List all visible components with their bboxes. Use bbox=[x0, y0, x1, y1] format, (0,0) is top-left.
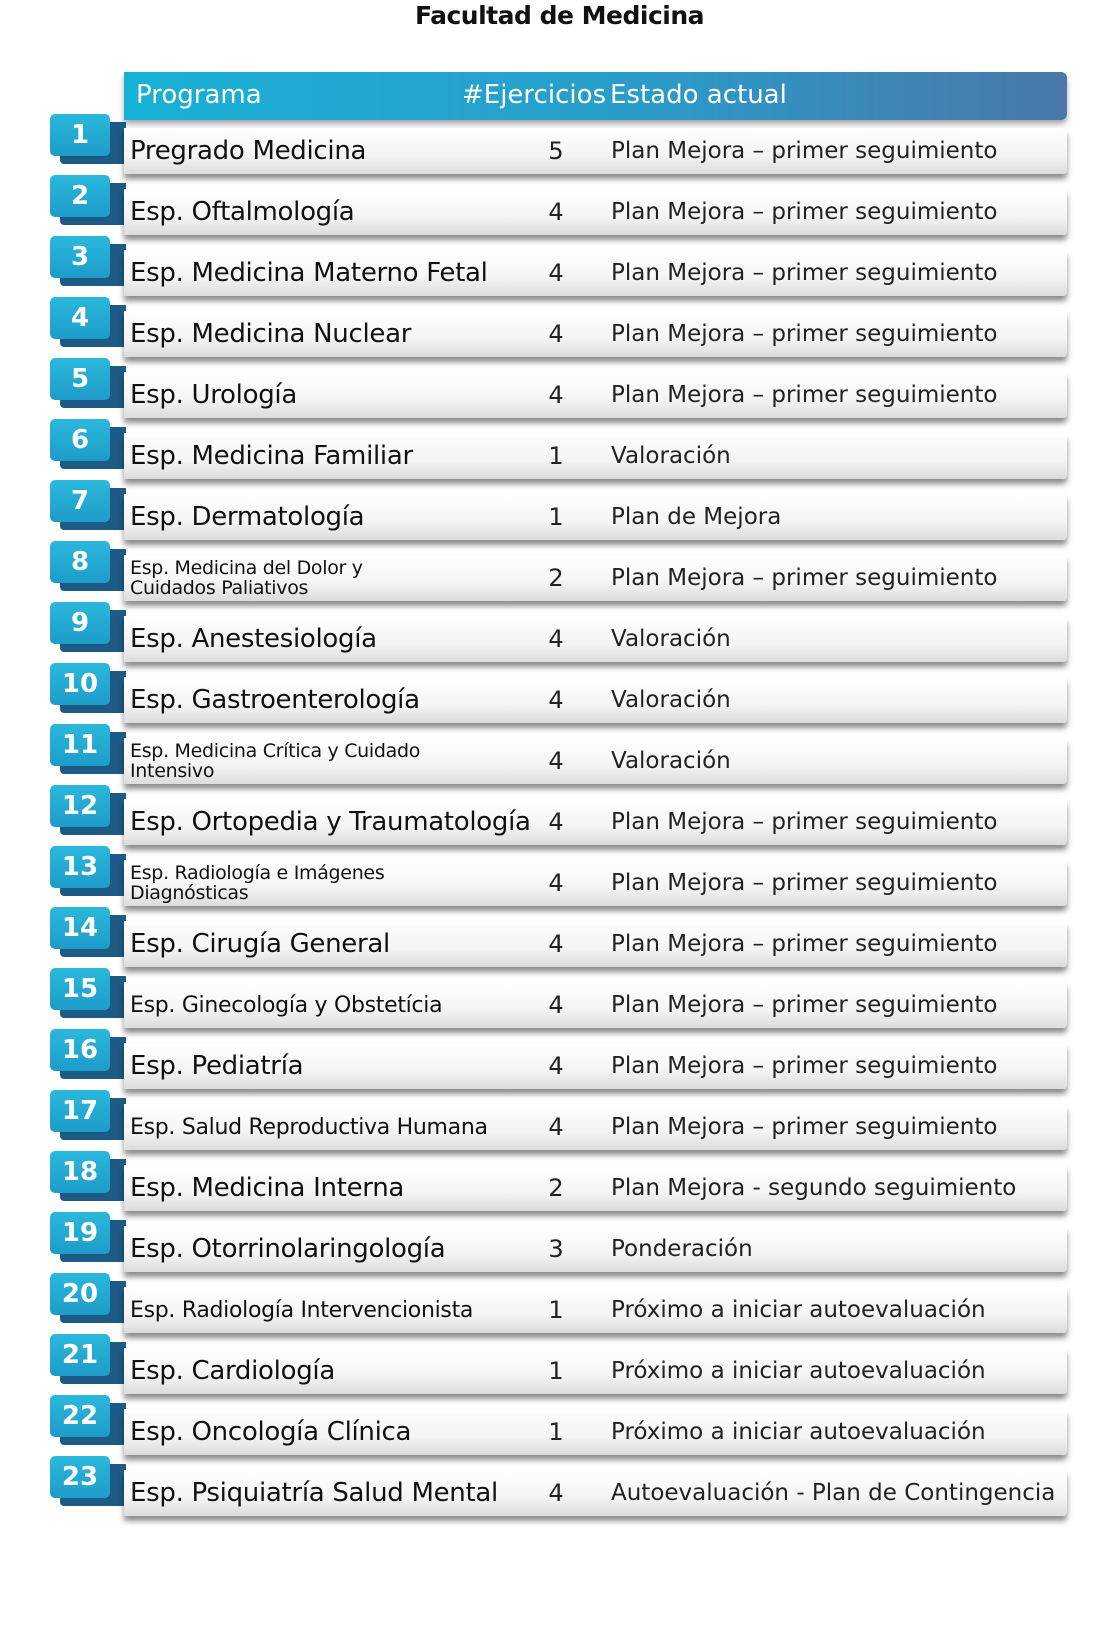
programa-cell: Esp. Radiología e Imágenes Diagnósticas bbox=[130, 862, 385, 904]
ejercicios-cell: 4 bbox=[548, 1113, 564, 1141]
row-number-tab bbox=[50, 175, 120, 217]
row-number-tab bbox=[50, 663, 120, 705]
row-number-tab bbox=[50, 114, 120, 156]
programa-cell: Esp. Medicina del Dolor y Cuidados Paliativos bbox=[130, 557, 363, 599]
row-number: 6 bbox=[50, 419, 110, 461]
table-row bbox=[124, 1165, 1067, 1211]
estado-cell: Plan Mejora – primer seguimiento bbox=[611, 931, 998, 957]
ejercicios-cell: 4 bbox=[548, 625, 564, 653]
row-number-tab bbox=[50, 480, 120, 522]
table-row bbox=[124, 1409, 1067, 1455]
row-number-tab bbox=[50, 724, 120, 766]
programa-cell: Esp. Medicina Crítica y Cuidado Intensivo bbox=[130, 740, 421, 782]
ejercicios-cell: 3 bbox=[548, 1235, 564, 1263]
header-ejercicios: #Ejercicios bbox=[462, 80, 607, 110]
estado-cell: Valoración bbox=[611, 748, 731, 774]
estado-cell: Valoración bbox=[611, 626, 731, 652]
row-number-tab bbox=[50, 1395, 120, 1437]
estado-cell: Próximo a iniciar autoevaluación bbox=[611, 1419, 986, 1445]
estado-cell: Plan Mejora – primer seguimiento bbox=[611, 260, 998, 286]
estado-cell: Plan Mejora – primer seguimiento bbox=[611, 321, 998, 347]
ejercicios-cell: 4 bbox=[548, 259, 564, 287]
estado-cell: Valoración bbox=[611, 443, 731, 469]
table-row bbox=[124, 1287, 1067, 1333]
row-number: 12 bbox=[50, 785, 110, 827]
table-row bbox=[124, 799, 1067, 845]
ejercicios-cell: 1 bbox=[548, 442, 564, 470]
row-number-tab bbox=[50, 785, 120, 827]
estado-cell: Plan Mejora – primer seguimiento bbox=[611, 992, 998, 1018]
row-number-tab bbox=[50, 1273, 120, 1315]
row-number: 13 bbox=[50, 846, 110, 888]
row-number-tab bbox=[50, 968, 120, 1010]
estado-cell: Plan de Mejora bbox=[611, 504, 782, 530]
table-row bbox=[124, 372, 1067, 418]
table-row bbox=[124, 982, 1067, 1028]
row-number: 19 bbox=[50, 1212, 110, 1254]
estado-cell: Valoración bbox=[611, 687, 731, 713]
table-row bbox=[124, 494, 1067, 540]
row-number-tab bbox=[50, 1151, 120, 1193]
estado-cell: Próximo a iniciar autoevaluación bbox=[611, 1297, 986, 1323]
ejercicios-cell: 1 bbox=[548, 1357, 564, 1385]
ejercicios-cell: 2 bbox=[548, 564, 564, 592]
programa-cell: Esp. Medicina Interna bbox=[130, 1173, 405, 1203]
row-number-tab bbox=[50, 419, 120, 461]
programa-cell: Pregrado Medicina bbox=[130, 136, 367, 166]
ejercicios-cell: 4 bbox=[548, 1479, 564, 1507]
table-row bbox=[124, 921, 1067, 967]
page-title: Facultad de Medicina bbox=[415, 1, 704, 30]
programa-cell: Esp. Oncología Clínica bbox=[130, 1417, 412, 1447]
programa-cell: Esp. Otorrinolaringología bbox=[130, 1234, 446, 1264]
estado-cell: Plan Mejora – primer seguimiento bbox=[611, 1053, 998, 1079]
row-number: 3 bbox=[50, 236, 110, 278]
header-programa: Programa bbox=[136, 80, 262, 110]
table-row bbox=[124, 1043, 1067, 1089]
programa-cell: Esp. Cardiología bbox=[130, 1356, 335, 1386]
table-row bbox=[124, 1226, 1067, 1272]
programa-cell: Esp. Ortopedia y Traumatología bbox=[130, 807, 531, 837]
ejercicios-cell: 4 bbox=[548, 991, 564, 1019]
table-row bbox=[124, 311, 1067, 357]
programa-cell: Esp. Ginecología y Obstetícia bbox=[130, 992, 443, 1018]
estado-cell: Plan Mejora - segundo seguimiento bbox=[611, 1175, 1017, 1201]
ejercicios-cell: 4 bbox=[548, 381, 564, 409]
row-number-tab bbox=[50, 1029, 120, 1071]
programa-cell: Esp. Pediatría bbox=[130, 1051, 304, 1081]
programa-cell: Esp. Radiología Intervencionista bbox=[130, 1297, 474, 1323]
row-number-tab bbox=[50, 1334, 120, 1376]
ejercicios-cell: 4 bbox=[548, 808, 564, 836]
programa-cell: Esp. Medicina Materno Fetal bbox=[130, 258, 488, 288]
ejercicios-cell: 4 bbox=[548, 747, 564, 775]
ejercicios-cell: 5 bbox=[548, 137, 564, 165]
table-row bbox=[124, 1470, 1067, 1516]
table-row bbox=[124, 189, 1067, 235]
ejercicios-cell: 4 bbox=[548, 198, 564, 226]
row-number: 18 bbox=[50, 1151, 110, 1193]
row-number: 23 bbox=[50, 1456, 110, 1498]
estado-cell: Ponderación bbox=[611, 1236, 753, 1262]
programa-cell: Esp. Oftalmología bbox=[130, 197, 355, 227]
row-number-tab bbox=[50, 846, 120, 888]
table-row bbox=[124, 1104, 1067, 1150]
row-number: 22 bbox=[50, 1395, 110, 1437]
row-number: 9 bbox=[50, 602, 110, 644]
estado-cell: Plan Mejora – primer seguimiento bbox=[611, 382, 998, 408]
programa-cell: Esp. Anestesiología bbox=[130, 624, 377, 654]
row-number-tab bbox=[50, 602, 120, 644]
estado-cell: Próximo a iniciar autoevaluación bbox=[611, 1358, 986, 1384]
table-row bbox=[124, 616, 1067, 662]
row-number-tab bbox=[50, 1212, 120, 1254]
programa-cell: Esp. Gastroenterología bbox=[130, 685, 420, 715]
row-number-tab bbox=[50, 1456, 120, 1498]
row-number: 4 bbox=[50, 297, 110, 339]
row-number: 1 bbox=[50, 114, 110, 156]
estado-cell: Plan Mejora – primer seguimiento bbox=[611, 565, 998, 591]
table-row bbox=[124, 860, 1067, 906]
programa-cell: Esp. Medicina Familiar bbox=[130, 441, 413, 471]
ejercicios-cell: 4 bbox=[548, 930, 564, 958]
table-header bbox=[124, 72, 1067, 120]
table-row bbox=[124, 555, 1067, 601]
ejercicios-cell: 4 bbox=[548, 1052, 564, 1080]
table-row bbox=[124, 677, 1067, 723]
row-number-tab bbox=[50, 907, 120, 949]
programa-cell: Esp. Urología bbox=[130, 380, 297, 410]
table-row bbox=[124, 1348, 1067, 1394]
row-number-tab bbox=[50, 358, 120, 400]
row-number-tab bbox=[50, 1090, 120, 1132]
ejercicios-cell: 2 bbox=[548, 1174, 564, 1202]
row-number: 5 bbox=[50, 358, 110, 400]
row-number: 17 bbox=[50, 1090, 110, 1132]
row-number: 16 bbox=[50, 1029, 110, 1071]
row-number-tab bbox=[50, 236, 120, 278]
ejercicios-cell: 1 bbox=[548, 503, 564, 531]
estado-cell: Plan Mejora – primer seguimiento bbox=[611, 870, 998, 896]
row-number: 10 bbox=[50, 663, 110, 705]
ejercicios-cell: 1 bbox=[548, 1418, 564, 1446]
row-number: 20 bbox=[50, 1273, 110, 1315]
row-number: 14 bbox=[50, 907, 110, 949]
header-estado: Estado actual bbox=[610, 80, 787, 110]
programa-cell: Esp. Medicina Nuclear bbox=[130, 319, 412, 349]
estado-cell: Plan Mejora – primer seguimiento bbox=[611, 199, 998, 225]
row-number: 2 bbox=[50, 175, 110, 217]
row-number: 11 bbox=[50, 724, 110, 766]
row-number: 21 bbox=[50, 1334, 110, 1376]
row-number: 7 bbox=[50, 480, 110, 522]
ejercicios-cell: 1 bbox=[548, 1296, 564, 1324]
estado-cell: Autoevaluación - Plan de Contingencia bbox=[611, 1480, 1056, 1506]
estado-cell: Plan Mejora – primer seguimiento bbox=[611, 1114, 998, 1140]
estado-cell: Plan Mejora – primer seguimiento bbox=[611, 138, 998, 164]
row-number: 15 bbox=[50, 968, 110, 1010]
table-row bbox=[124, 738, 1067, 784]
ejercicios-cell: 4 bbox=[548, 869, 564, 897]
ejercicios-cell: 4 bbox=[548, 686, 564, 714]
row-number: 8 bbox=[50, 541, 110, 583]
table-row bbox=[124, 128, 1067, 174]
programa-cell: Esp. Dermatología bbox=[130, 502, 365, 532]
estado-cell: Plan Mejora – primer seguimiento bbox=[611, 809, 998, 835]
row-number-tab bbox=[50, 297, 120, 339]
programa-cell: Esp. Cirugía General bbox=[130, 929, 390, 959]
ejercicios-cell: 4 bbox=[548, 320, 564, 348]
programa-cell: Esp. Psiquiatría Salud Mental bbox=[130, 1478, 498, 1508]
table-row bbox=[124, 250, 1067, 296]
row-number-tab bbox=[50, 541, 120, 583]
programa-cell: Esp. Salud Reproductiva Humana bbox=[130, 1114, 488, 1140]
table-row bbox=[124, 433, 1067, 479]
